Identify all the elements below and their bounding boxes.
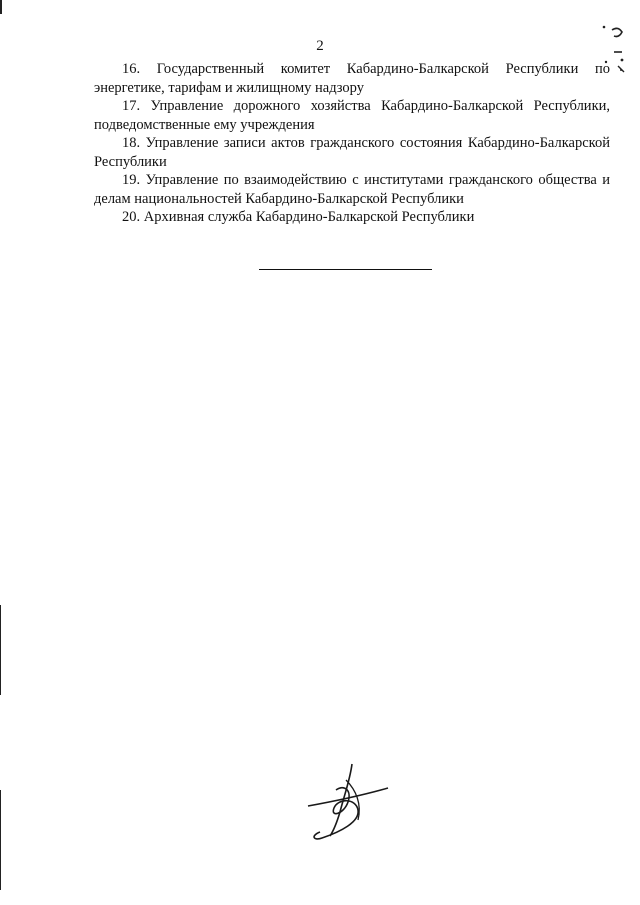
department-list [94,60,610,227]
list-item: 17. Управление дорожного хозяйства Кабардино-Балкарской Республики, подведомственные ему учреждения [94,98,610,133]
list-item: 16. Государственный комитет Кабардино-Балкарской Республики по энергетике, тарифам и жилищному надзору [94,61,610,96]
list-item: 18. Управление записи актов гражданского состояния Кабардино-Балкарской Республики [94,135,610,170]
list-item: 20. Архивная служба Кабардино-Балкарской Республики [122,209,475,225]
separator-line [259,269,432,270]
page-number: 2 [316,38,324,54]
handwritten-signature [300,760,395,845]
list-item: 19. Управление по взаимодействию с институтами гражданского общества и делам национальностей Кабардино-Балкарской Республики [94,172,610,207]
